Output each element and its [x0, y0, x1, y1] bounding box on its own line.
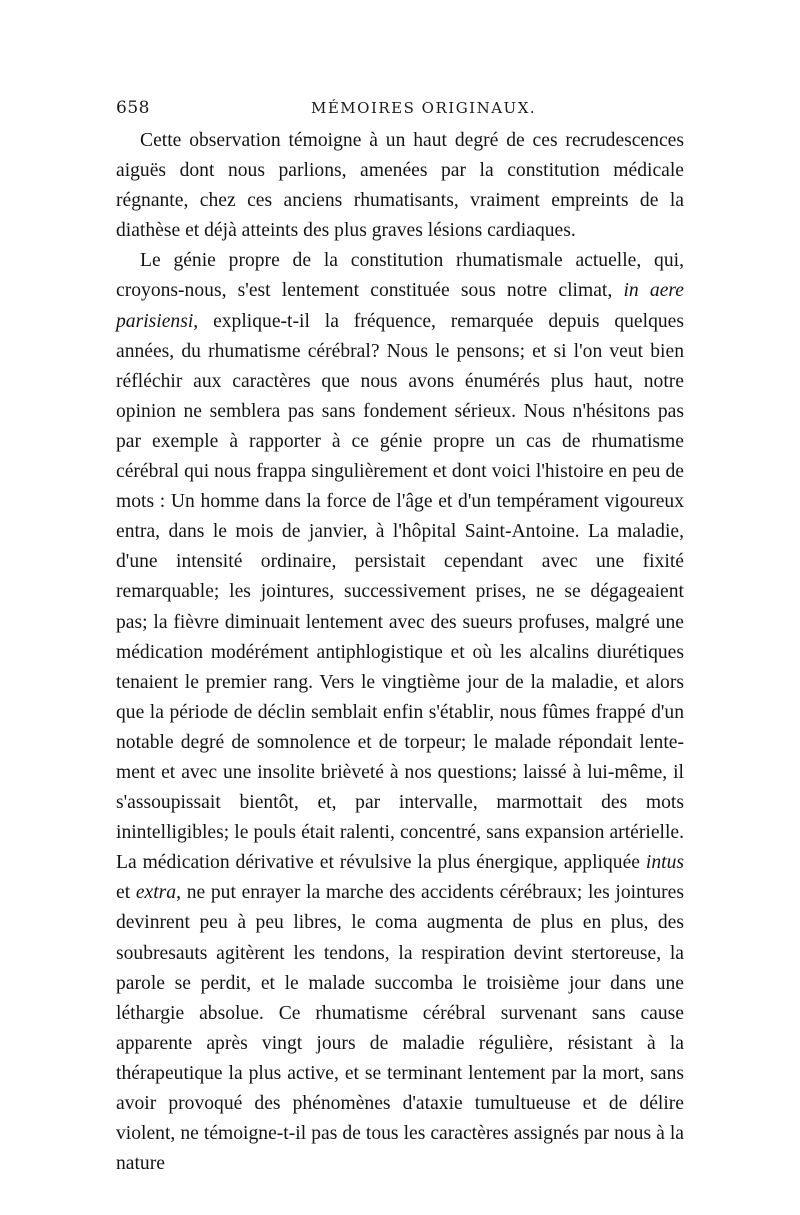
- text-segment: , ne put enrayer la marche des accidents cérébraux; les jointures devinrent peu à peu libres, le coma augmenta de plus en plus, des soubresauts agitèrent les tendons, la respiration devint stertoreuse, la parole se perdit, et le malade succomba le troisième jour dans une léthargie absolue. Ce rhumatisme cérébral survenant sans cause apparente après vingt jours de maladie régulière, résistant à la thérapeutique la plus active, et se terminant lentement par la mort, sans avoir provoqué des phénomènes d'ataxie tumultueuse et de délire violent, ne témoigne-t-il pas de tous les caractères assignés par nous à la nature: [116, 882, 684, 1175]
- text-segment: Cette observation témoigne à un haut degré de ces recrudescences aiguës dont nous parlions, amenées par la constitution médicale régnante, chez ces anciens rhumatisants, vraiment empreints de la diathèse et déjà atteints des plus graves lésions cardiaques.: [116, 130, 684, 242]
- running-head: [116, 98, 684, 124]
- italic-phrase: intus: [645, 852, 684, 874]
- text-segment: , explique-t-il la fréquence, remarquée depuis quelques années, du rhumatisme cérébral? Nous le pensons; et si l'on veut bien réfléchir aux caractères que nous avons énumérés plus haut, notre opinion ne semblera pas sans fondement sérieux. Nous n'hésitons pas par exemple à rapporter à ce génie propre un cas de rhumatisme cérébral qui nous frappa singulièrement et dont voici l'histoire en peu de mots : Un homme dans la force de l'âge et d'un tempérament vigoureux entra, dans le mois de janvier, à l'hôpital Saint-Antoine. La maladie, d'une intensité ordinaire, persistait cependant avec une fixité remarquable; les jointures, successivement prises, ne se dégageaient pas; la fièvre diminuait lentement avec des sueurs profuses, malgré une médication modérément antiphlogistique et où les alcalins diurétiques tenaient le premier rang. Vers le vingtième jour de la maladie, et alors que la période de déclin semblait enfin s'établir, nous fûmes frappé d'un notable degré de somnolence et de torpeur; le malade répondait lentement et avec une insolite brièveté à nos questions; laissé à lui-même, il s'assoupissait bientôt, et, par intervalle, marmottait des mots inintelligibles; le pouls était ralenti, concentré, sans expansion artérielle. La médication dérivative et révulsive la plus énergique, appliquée: [116, 310, 684, 874]
- paragraph: [116, 246, 684, 1179]
- running-title: MÉMOIRES ORIGINAUX.: [311, 99, 537, 117]
- body-text: [116, 126, 684, 1179]
- text-segment: et: [116, 882, 136, 904]
- paragraph: [116, 126, 684, 246]
- page-number: 658: [116, 98, 150, 118]
- italic-phrase: in aere parisiensi: [116, 280, 684, 332]
- text-segment: Le génie propre de la constitution rhumatismale actuelle, qui, croyons-nous, s'est lentement constituée sous notre climat,: [116, 250, 684, 302]
- italic-phrase: extra: [135, 882, 177, 904]
